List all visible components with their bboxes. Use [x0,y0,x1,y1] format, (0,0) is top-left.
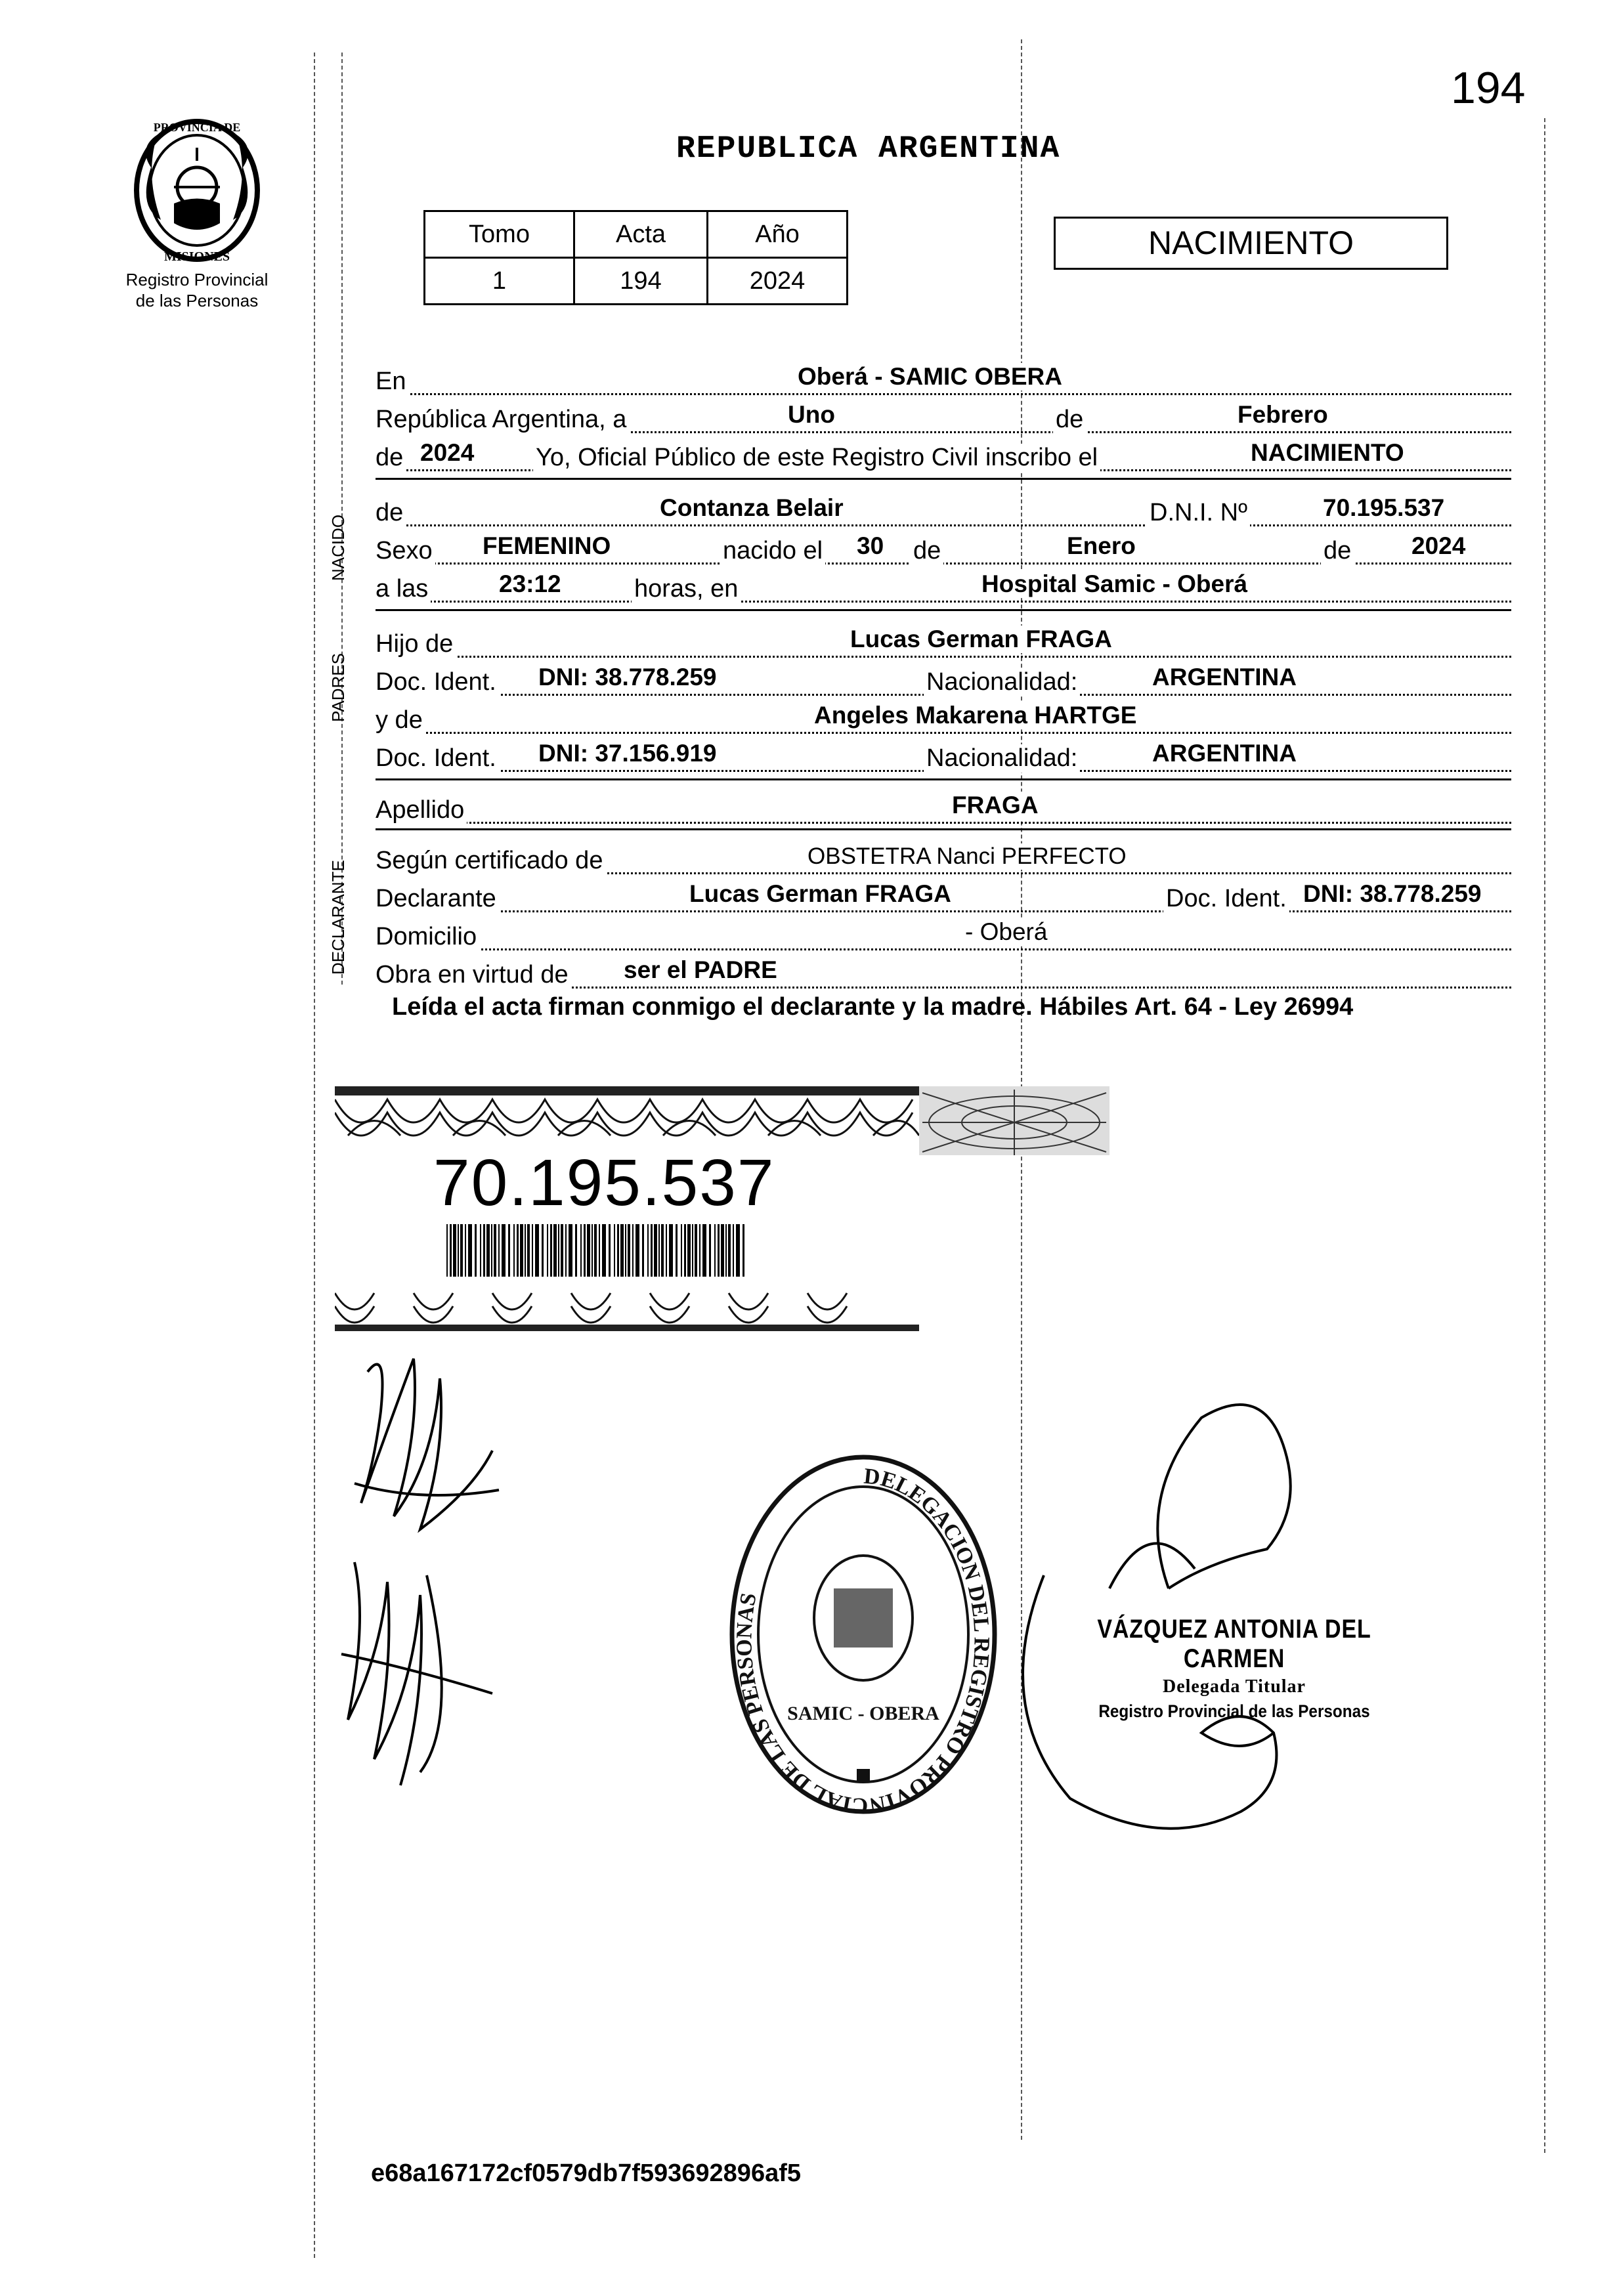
row-certificado [376,837,1511,874]
lugar-value: Hospital Samic - Oberá [980,570,1249,598]
margin-line-right [1544,118,1545,2153]
hora-value: 23:12 [497,570,563,598]
stamp-ring-text: DELEGACION DEL REGISTRO PROVINCIAL DE LAS PERSONAS [732,1464,994,1818]
padre-value: Lucas German FRAGA [848,626,1114,653]
record-type-box: NACIMIENTO [1054,217,1448,270]
record-value-tomo: 1 [425,258,574,305]
de2-label: de [376,444,406,472]
dni-value: 70.195.537 [1321,494,1446,522]
declarante-doc-label: Doc. Ident. [1163,885,1289,913]
seal-arc-text-top: PROVINCIA DE [153,121,241,134]
margin-line-left-1 [314,53,315,2258]
nacido-label: nacido el [720,537,825,565]
inscribo-value: NACIMIENTO [1249,439,1406,467]
hijo-label: Hijo de [376,630,456,658]
seal-caption [92,269,302,311]
separator-3 [376,778,1511,780]
nac-de2-label: de [1321,537,1354,565]
row-inscripcion [376,434,1511,471]
row-padre [376,620,1511,658]
horas-label: horas, en [632,575,741,603]
nac-mes-value: Enero [1065,532,1138,560]
sexo-label: Sexo [376,537,435,565]
obra-label: Obra en virtud de [376,961,571,989]
en-label: En [376,368,408,396]
declarante-value: Lucas German FRAGA [687,880,953,908]
page-number: 194 [1451,63,1526,113]
row-hora [376,565,1511,603]
row-madre-doc [376,734,1511,772]
record-table-header-row [425,211,848,258]
declarante-doc-value: DNI: 38.778.259 [1301,880,1484,908]
row-apellido [376,786,1511,824]
en-value: Oberá - SAMIC OBERA [796,363,1064,391]
anio-value: 2024 [418,439,476,467]
segun-label: Según certificado de [376,847,605,875]
official-role: Delegada Titular [1163,1676,1306,1697]
nombre-value: Contanza Belair [658,494,846,522]
padre-doc-label: Doc. Ident. [376,668,499,696]
nac-dia-value: 30 [855,532,886,560]
row-nombre [376,489,1511,526]
row-obra [376,951,1511,989]
declarante-side-label: DECLARANTE [328,860,348,975]
madre-nacionalidad-value: ARGENTINA [1150,740,1299,767]
separator-2 [376,609,1511,611]
padre-doc-value: DNI: 38.778.259 [536,664,719,691]
nac-anio-value: 2024 [1410,532,1467,560]
nombre-label: de [376,499,406,527]
record-header-tomo: Tomo [425,211,574,258]
stamp-center-text: SAMIC - OBERA [787,1703,939,1724]
official-office: Registro Provincial de las Personas [1098,1701,1370,1721]
separator-1 [376,478,1511,480]
padre-nacionalidad-label: Nacionalidad: [924,668,1080,696]
record-value-anio: 2024 [708,258,848,305]
madre-doc-value: DNI: 37.156.919 [536,740,719,767]
signature-madre [328,1523,499,1798]
dni-label: D.N.I. Nº [1147,499,1250,527]
record-table-value-row [425,258,848,305]
record-header-anio: Año [708,211,848,258]
row-declarante [376,875,1511,912]
padre-nacionalidad-value: ARGENTINA [1150,664,1299,691]
signature-declarante [341,1332,512,1542]
document-hash: e68a167172cf0579db7f593692896af5 [371,2159,801,2187]
record-value-acta: 194 [574,258,708,305]
alas-label: a las [376,575,431,603]
barcode-number: 70.195.537 [433,1146,775,1220]
oficial-text: Yo, Oficial Público de este Registro Civil inscribo el [533,444,1100,472]
nacido-side-label: NACIDO [328,514,348,581]
dia-value: Uno [786,401,837,429]
de-label: de [1053,406,1086,434]
seal-caption-line2: de las Personas [135,291,259,310]
domicilio-label: Domicilio [376,923,479,951]
record-table [423,210,848,305]
seal-caption-line1: Registro Provincial [125,270,269,289]
padres-side-label: PADRES [328,653,348,722]
nac-de-label: de [911,537,943,565]
madre-value: Angeles Makarena HARTGE [812,702,1138,729]
madre-nacionalidad-label: Nacionalidad: [924,744,1080,773]
record-header-acta: Acta [574,211,708,258]
official-signature-block [1050,1615,1418,1722]
seal-arc-text-bottom: MISIONES [163,249,230,264]
document-title: REPUBLICA ARGENTINA [676,131,1061,167]
row-sexo [376,527,1511,564]
apellido-value: FRAGA [950,792,1041,819]
mes-value: Febrero [1236,401,1330,429]
row-fecha [376,396,1511,433]
sexo-value: FEMENINO [481,532,613,560]
row-madre [376,696,1511,734]
obra-value: ser el PADRE [622,956,779,984]
row-lugar [376,358,1511,395]
row-padre-doc [376,658,1511,696]
declarante-label: Declarante [376,885,499,913]
security-band-pattern-lower [335,1286,919,1332]
official-name: VÁZQUEZ ANTONIA DEL CARMEN [1097,1615,1371,1673]
barcode-icon [446,1224,745,1277]
provincial-seal-icon [112,108,282,272]
closing-note: Leída el acta firman conmigo el declarante y la madre. Hábiles Art. 64 - Ley 26994 [392,993,1354,1021]
madre-doc-label: Doc. Ident. [376,744,499,773]
certificado-value: OBSTETRA Nanci PERFECTO [806,843,1129,870]
row-domicilio [376,913,1511,950]
separator-4 [376,828,1511,830]
official-stamp-icon [719,1444,1008,1825]
yde-label: y de [376,706,425,734]
apellido-label: Apellido [376,796,467,824]
domicilio-value: - Oberá [963,918,1049,946]
republica-label: República Argentina, a [376,406,629,434]
